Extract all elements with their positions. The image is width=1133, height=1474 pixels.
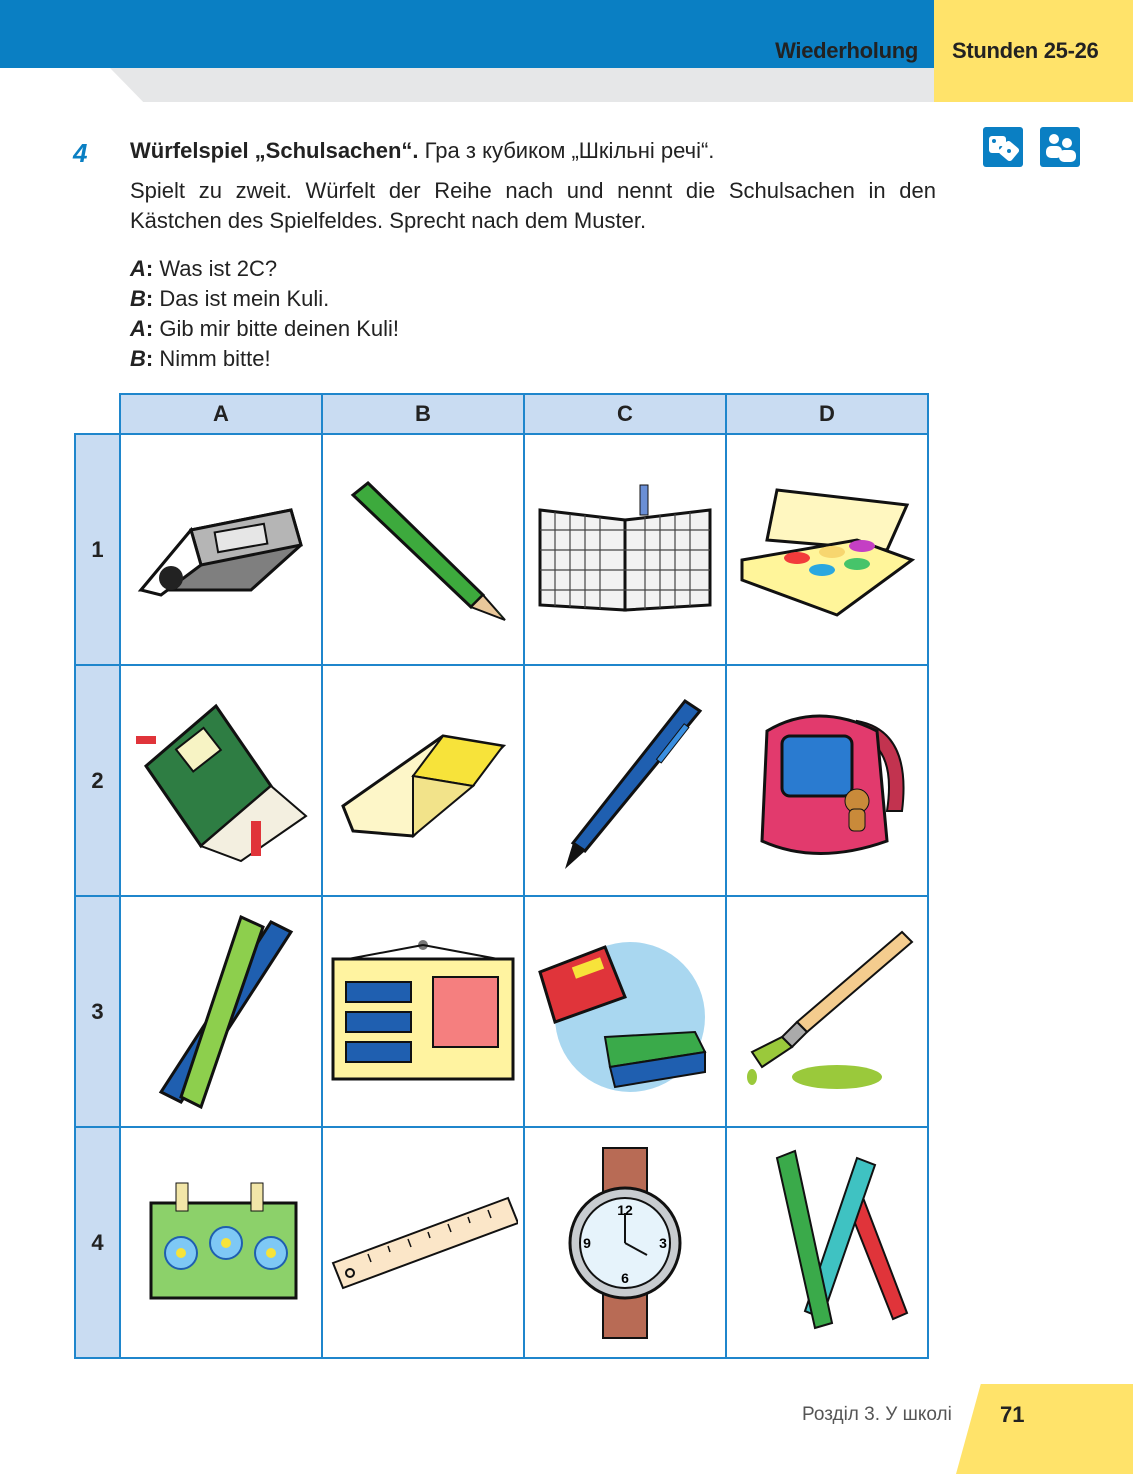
backpack-icon <box>737 691 917 871</box>
dialog-example <box>130 254 399 374</box>
dialog-speaker: B <box>130 346 146 371</box>
grid-cell-4b <box>322 1127 524 1358</box>
grid-cell-2b <box>322 665 524 896</box>
grid-cell-2a <box>120 665 322 896</box>
column-header: A <box>120 394 322 434</box>
row-header: 1 <box>75 434 120 665</box>
grid-cell-3b <box>322 896 524 1127</box>
row-header: 3 <box>75 896 120 1127</box>
page-number: 71 <box>1000 1402 1025 1427</box>
dialog-text: Nimm bitte! <box>153 346 271 371</box>
column-header: B <box>322 394 524 434</box>
grid-cell-4d <box>726 1127 928 1358</box>
grid-cell-1c <box>524 434 726 665</box>
picture-icon <box>131 1178 311 1308</box>
chapter-footer: Розділ 3. У школі <box>802 1404 952 1425</box>
exercise-book-icon <box>535 480 715 620</box>
grid-cell-1d <box>726 434 928 665</box>
section-title: Wiederholung <box>775 38 918 63</box>
svg-text:12: 12 <box>617 1201 633 1218</box>
dialog-line: A: Was ist 2C? <box>130 256 278 281</box>
row-header: 2 <box>75 665 120 896</box>
grid-cell-4a <box>120 1127 322 1358</box>
exercise-instruction: Spielt zu zweit. Würfelt der Reihe nach und nennt die Schulsachen in den Kästchen des Spielfeldes. Sprecht nach dem Muster. <box>130 178 936 233</box>
ruler-icon <box>328 1188 518 1298</box>
grid-cell-1a <box>120 434 322 665</box>
exercise-title-rest: Гра з кубиком „Шкільні речі“. <box>418 138 715 163</box>
paint-box-icon <box>737 480 917 620</box>
pair-work-icon <box>1040 127 1080 167</box>
pencil-icon <box>333 475 513 625</box>
svg-text:3: 3 <box>659 1234 667 1251</box>
dialog-text: Gib mir bitte deinen Kuli! <box>153 316 399 341</box>
felt-pens-icon <box>131 912 311 1112</box>
eraser-icon <box>333 706 513 856</box>
header-band <box>110 68 940 102</box>
page-tab <box>956 1384 1133 1474</box>
row-header: 4 <box>75 1127 120 1358</box>
dialog-line: B: Das ist mein Kuli. <box>130 286 330 311</box>
dialog-speaker: B <box>130 286 146 311</box>
watch-icon <box>535 1143 715 1343</box>
grid-cell-4c <box>524 1127 726 1358</box>
dialog-line: B: Nimm bitte! <box>130 346 271 371</box>
grid-cell-2d <box>726 665 928 896</box>
dialog-speaker: A <box>130 256 146 281</box>
exercise-number: 4 <box>73 138 88 168</box>
exercise-title-bold: Würfelspiel „Schulsachen“. <box>130 138 419 163</box>
exercise-title <box>130 138 714 164</box>
board-icon <box>328 937 518 1087</box>
books-icon <box>535 927 715 1097</box>
grid-cell-3c <box>524 896 726 1127</box>
grid-cell-1b <box>322 434 524 665</box>
column-header: D <box>726 394 928 434</box>
dialog-text: Was ist 2C? <box>153 256 278 281</box>
grid-cell-3a <box>120 896 322 1127</box>
pen-icon <box>535 691 715 871</box>
dice-icon <box>983 127 1023 167</box>
dialog-text: Das ist mein Kuli. <box>153 286 330 311</box>
game-grid <box>74 393 929 1359</box>
svg-text:6: 6 <box>621 1269 629 1286</box>
grid-cell-3d <box>726 896 928 1127</box>
lesson-title: Stunden 25-26 <box>952 38 1099 63</box>
dialog-speaker: A <box>130 316 146 341</box>
colored-pencils-icon <box>737 1143 917 1343</box>
column-header: C <box>524 394 726 434</box>
grid-cell-2c <box>524 665 726 896</box>
paintbrush-icon <box>737 927 917 1097</box>
sharpener-icon <box>131 490 311 610</box>
book-icon <box>131 696 311 866</box>
dialog-line: A: Gib mir bitte deinen Kuli! <box>130 316 399 341</box>
svg-text:9: 9 <box>583 1234 591 1251</box>
grid-corner <box>75 394 120 434</box>
